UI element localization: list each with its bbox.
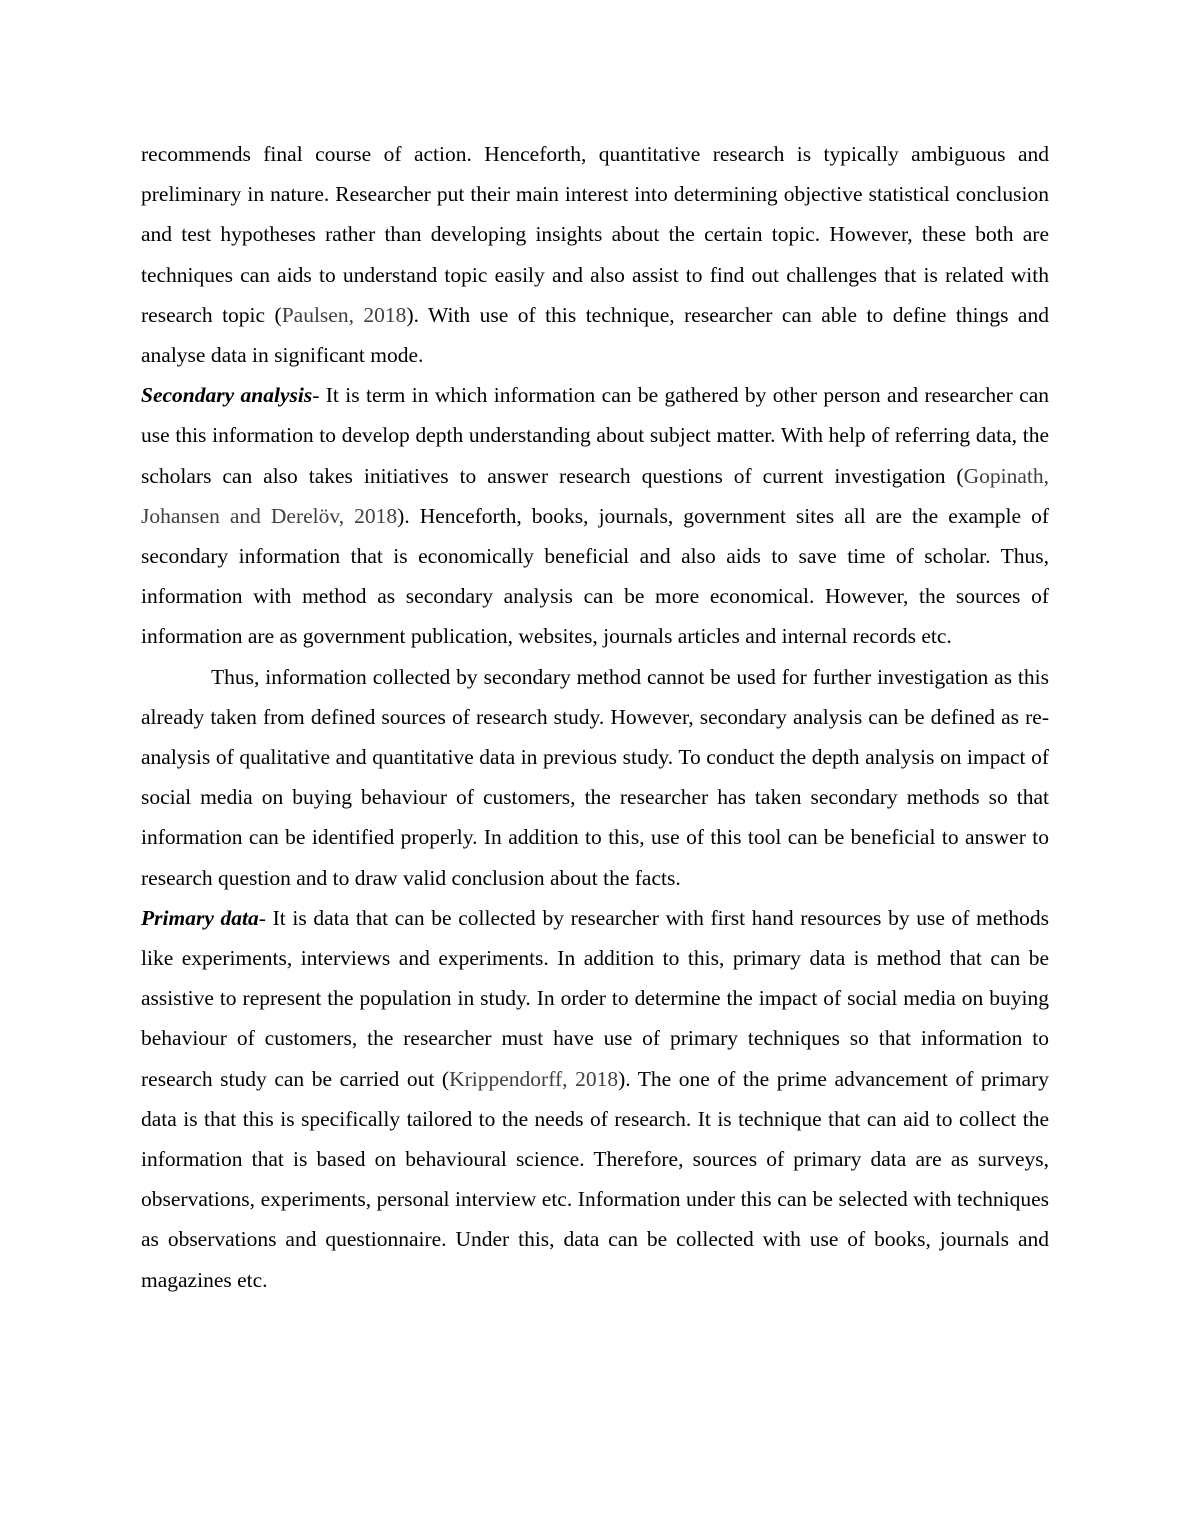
paragraph-text: recommends final course of action. Henceforth, quantitative research is typically ambiguous and preliminary in nature. Researcher put their main interest into determining objective statistical conclusion and test hypotheses rather than developing insights about the certain topic. However, these both are techniques can aids to understand topic easily and also assist to find out challenges that is related with research topic (: [141, 142, 1049, 327]
paragraph-primary-data: [141, 898, 1049, 1300]
citation-krippendorff: Krippendorff, 2018: [449, 1066, 619, 1091]
paragraph-text: ). The one of the prime advancement of primary data is that this is specifically tailored to the needs of research. It is technique that can aid to collect the information that is based on behavioural science. Therefore, sources of primary data are as surveys, observations, experiments, personal interview etc. Information under this can be selected with techniques as observations and questionnaire. Under this, data can be collected with use of books, journals and magazines etc.: [141, 1066, 1049, 1292]
paragraph-text: - It is data that can be collected by researcher with first hand resources by use of methods like experiments, interviews and experiments. In addition to this, primary data is method that can be assistive to represent the population in study. In order to determine the impact of social media on buying behaviour of customers, the researcher must have use of primary techniques so that information to research study can be carried out (: [141, 905, 1049, 1091]
paragraph-research-summary: [141, 134, 1049, 375]
citation-paulsen: Paulsen, 2018: [281, 302, 407, 327]
paragraph-text: ). With use of this technique, researcher can able to define things and analyse data in significant mode.: [141, 302, 1049, 368]
secondary-analysis-heading: Secondary analysis: [141, 383, 313, 408]
paragraph-text: - It is term in which information can be gathered by other person and researcher can use this information to develop depth understanding about subject matter. With help of referring data, the scholars can also takes initiatives to answer research questions of current investigation (: [141, 383, 1049, 488]
paragraph-text: ). Henceforth, books, journals, government sites all are the example of secondary information that is economically beneficial and also aids to save time of scholar. Thus, information with method as secondary analysis can be more economical. However, the sources of information are as government publication, websites, journals articles and internal records etc.: [141, 503, 1049, 649]
document-page: [141, 134, 1049, 1300]
primary-data-heading: Primary data: [141, 905, 259, 930]
paragraph-secondary-method: Thus, information collected by secondary method cannot be used for further investigation as this already taken from defined sources of research study. However, secondary analysis can be defined as re-analysis of qualitative and quantitative data in previous study. To conduct the depth analysis on impact of social media on buying behaviour of customers, the researcher has taken secondary methods so that information can be identified properly. In addition to this, use of this tool can be beneficial to answer to research question and to draw valid conclusion about the facts.: [141, 664, 1049, 890]
paragraph-secondary-analysis: [141, 375, 1049, 656]
citation-gopinath: Gopinath, Johansen and Derelöv, 2018: [141, 463, 1049, 528]
